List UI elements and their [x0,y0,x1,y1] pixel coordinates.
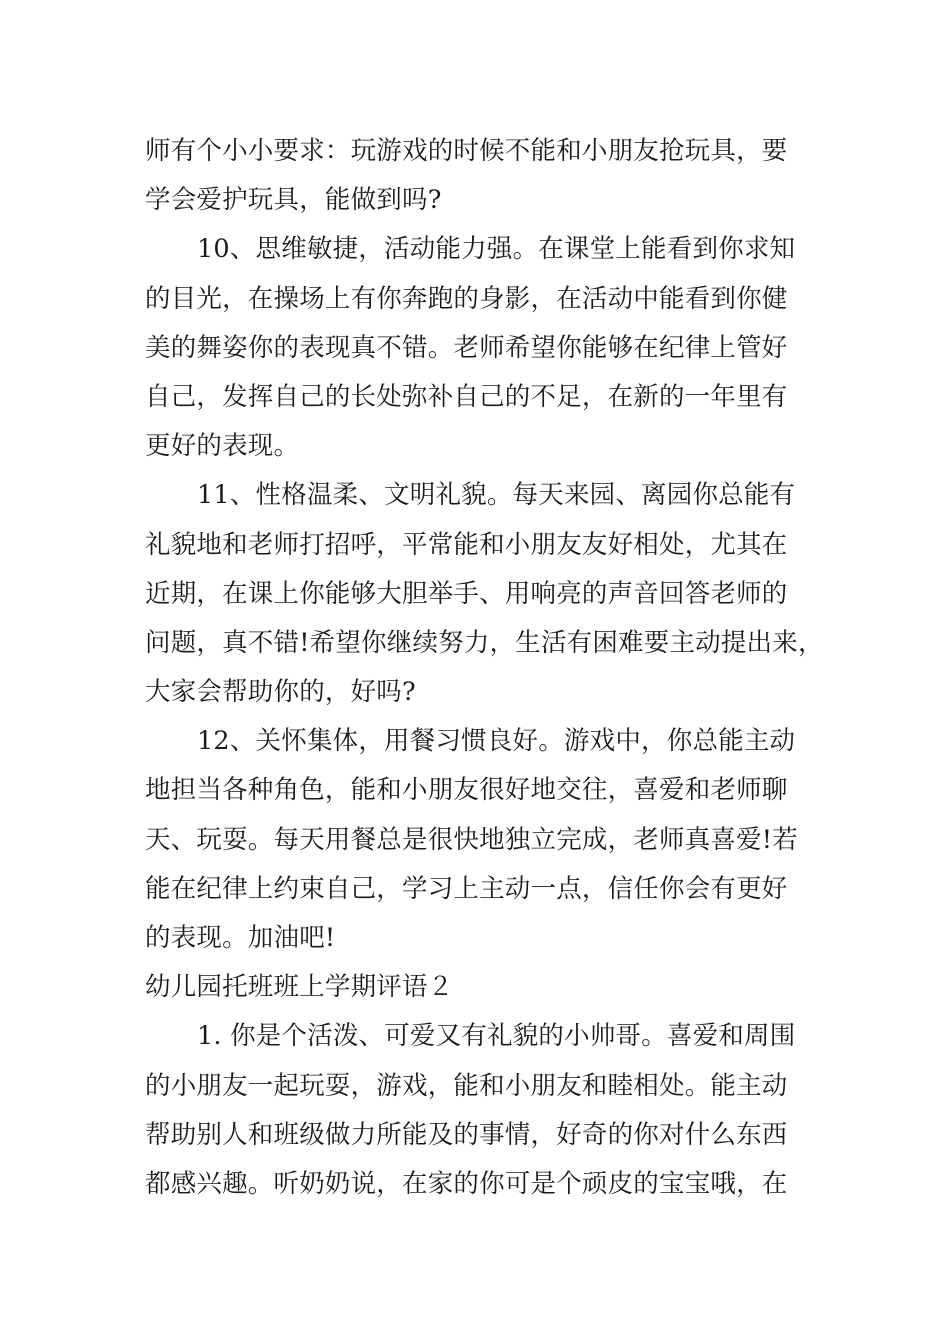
text-line: 美的舞姿你的表现真不错。老师希望你能够在纪律上管好 [145,332,788,363]
paragraph-start-11: 11、性格温柔、文明礼貌。每天来园、离园你总能有 [197,480,796,511]
text-line: 问题，真不错!希望你继续努力，生活有困难要主动提出来， [145,627,824,658]
text-line: 近期，在课上你能够大胆举手、用响亮的声音回答老师的 [145,578,788,609]
text-line: 都感兴趣。听奶奶说，在家的你可是个顽皮的宝宝哦，在 [145,1168,788,1199]
text-line: 能在纪律上约束自己，学习上主动一点，信任你会有更好 [145,873,788,904]
document-body [145,127,835,1209]
text-line: 自己，发挥自己的长处弥补自己的不足，在新的一年里有 [145,381,788,412]
text-line: 礼貌地和老师打招呼，平常能和小朋友友好相处，尤其在 [145,529,788,560]
text-line: 的目光，在操场上有你奔跑的身影，在活动中能看到你健 [145,283,788,314]
text-line: 的表现。加油吧! [145,923,336,953]
paragraph-start-1: 1. 你是个活泼、可爱又有礼貌的小帅哥。喜爱和周围 [197,1021,796,1052]
text-line: 师有个小小要求：玩游戏的时候不能和小朋友抢玩具，要 [145,136,788,166]
text-line: 大家会帮助你的，好吗? [145,677,416,708]
paragraph-start-12: 12、关怀集体，用餐习惯良好。游戏中，你总能主动 [197,726,796,757]
text-line: 的小朋友一起玩耍，游戏，能和小朋友和睦相处。能主动 [145,1070,788,1101]
text-line: 帮助别人和班级做力所能及的事情，好奇的你对什么东西 [145,1119,788,1150]
text-line: 学会爱护玩具，能做到吗? [145,185,442,216]
paragraph-start-10: 10、思维敏捷，活动能力强。在课堂上能看到你求知 [197,234,796,265]
text-line: 天、玩耍。每天用餐总是很快地独立完成，老师真喜爱!若 [145,824,798,855]
text-line: 更好的表现。 [145,431,300,462]
section-heading: 幼儿园托班班上学期评语２ [145,972,454,1003]
text-line: 地担当各种角色，能和小朋友很好地交往，喜爱和老师聊 [145,775,788,806]
